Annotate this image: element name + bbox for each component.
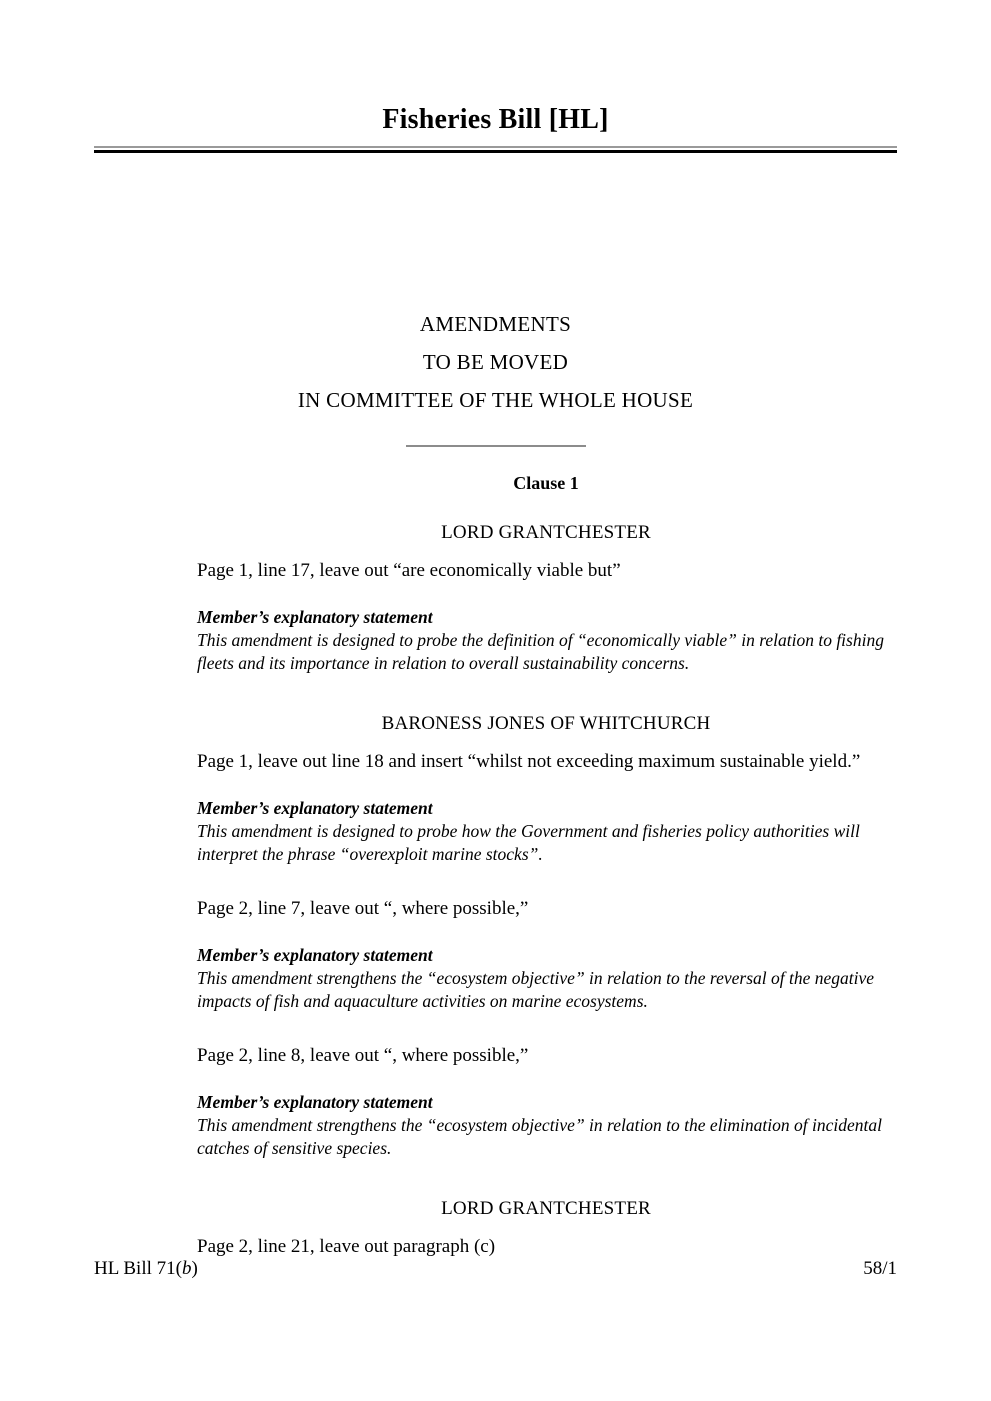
statement-title: Member’s explanatory statement: [197, 945, 433, 965]
bill-reference-letter: b: [181, 1258, 192, 1279]
clause-heading: Clause 1: [513, 473, 579, 493]
amendment-section: [197, 522, 895, 675]
page-footer: [94, 1258, 897, 1280]
explanatory-statement: [197, 944, 895, 1013]
amendments-content: [197, 473, 895, 1260]
section-spacer: [197, 866, 895, 896]
explanatory-statement: [197, 797, 895, 866]
page-number: 58/1: [863, 1258, 897, 1279]
member-name: LORD GRANTCHESTER: [441, 522, 651, 543]
rule-thick: [94, 150, 897, 153]
statement-body: This amendment is designed to probe how the Government and fisheries policy authorities will interpret the phrase “overexploit marine stocks”.: [197, 821, 860, 864]
statement-title: Member’s explanatory statement: [197, 1092, 433, 1112]
amendments-heading-block: [94, 305, 897, 447]
bill-reference-prefix: HL Bill 71(: [94, 1258, 182, 1279]
explanatory-statement: [197, 606, 895, 675]
section-spacer: [197, 1160, 895, 1198]
title-double-rule: [94, 146, 897, 153]
bill-reference: [94, 1258, 198, 1280]
statement-body: This amendment strengthens the “ecosystem objective” in relation to the elimination of incidental catches of sensitive species.: [197, 1115, 882, 1158]
amendment-section: [197, 1043, 895, 1160]
section-divider-rule: [406, 445, 586, 447]
heading-line-to-be-moved: TO BE MOVED: [422, 350, 569, 374]
heading-line-amendments: AMENDMENTS: [419, 312, 572, 336]
amendment-text: Page 2, line 21, leave out paragraph (c): [197, 1236, 496, 1257]
bill-reference-suffix: ): [191, 1258, 198, 1279]
heading-line-in-committee: IN COMMITTEE OF THE WHOLE HOUSE: [297, 388, 694, 412]
statement-body: This amendment strengthens the “ecosystem objective” in relation to the reversal of the negative impacts of fish and aquaculture activities on marine ecosystems.: [197, 968, 875, 1011]
statement-title: Member’s explanatory statement: [197, 607, 433, 627]
statement-body: This amendment is designed to probe the definition of “economically viable” in relation to fishing fleets and its importance in relation to overall sustainability concerns.: [197, 630, 884, 673]
member-name: BARONESS JONES OF WHITCHURCH: [381, 713, 711, 734]
amendment-text: Page 1, line 17, leave out “are economically viable but”: [197, 560, 621, 581]
amendment-text: Page 1, leave out line 18 and insert “whilst not exceeding maximum sustainable yield.”: [197, 751, 861, 772]
amendment-section: [197, 713, 895, 866]
amendment-section: [197, 896, 895, 1013]
amendment-text: Page 2, line 7, leave out “, where possible,”: [197, 898, 529, 919]
section-spacer: [197, 1013, 895, 1043]
page-title: Fisheries Bill [HL]: [382, 104, 609, 135]
explanatory-statement: [197, 1091, 895, 1160]
amendment-text: Page 2, line 8, leave out “, where possible,”: [197, 1045, 529, 1066]
member-name: LORD GRANTCHESTER: [441, 1198, 651, 1219]
section-spacer: [197, 675, 895, 713]
statement-title: Member’s explanatory statement: [197, 798, 433, 818]
amendment-section: [197, 1198, 895, 1260]
